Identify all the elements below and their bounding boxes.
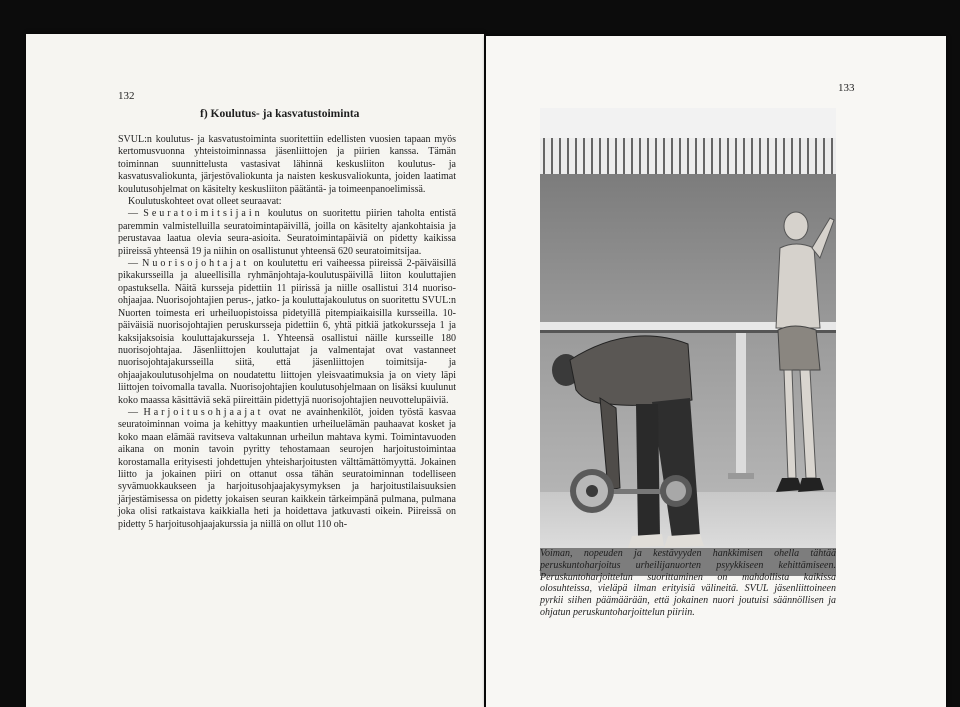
paragraph-seuratoimitsijat [118,208,456,258]
dash-prefix: — [128,258,143,270]
left-page [26,34,484,707]
photo-caption: Voiman, nopeuden ja kestävyyden hankkimisen ohella tähtää peruskuntoharjoitus urheilijanuorten psyykkiseen kehittämiseen. Peruskuntoharjoittelun suorittaminen on mahdollista kaikissa olosuhteissa, vieläpä ilman erityisiä välineitä. SVUL jäsenliittoineen pyrkii siihen päämäärään, että jokainen nuori joutuisi säännöllisen ja ohjatun peruskuntoharjoittelun piiriin. [540,548,836,618]
paragraph-intro: SVUL:n koulutus- ja kasvatustoiminta suoritettiin edellisten vuosien tapaan myös kertomusvuonna yhteistoiminnassa jäsenliittojen ja piirien kanssa. Tämän toiminnan suunnittelusta vastasivat lähinnä keskusliiton koulutus- ja kasvatusvaliokunta, järjestövaliokunta ja naisten keskusvaliokunta, joiden laatimat koulutusohjelmat on käsitelty keskusliiton päätäntä- ja toimeenpanoelimissä. [118,134,456,195]
paragraph-nuorisojohtajat [118,258,456,407]
training-photo-illustration [540,108,836,548]
paragraph-body: ovat ne avainhenkilöt, joiden työstä kasvaa seuratoiminnan voima ja kehittyy maakuntien urheiluelämän pauhaavat kosket ja koko maan elämää ravitseva valtakunnan urheilun mahtava kymi. Toimintavuoden aikana on monin tavoin pyritty tehostamaan seurojen harjoitustoimintaa korostamalla erityisesti johdettujen yhteisharjoitusten välttämättömyyttä. Jokainen liitto ja jokainen piiri on ottanut ossa tähän seuratoiminnan todelliseen syvämuokkaukseen ja harjoitusohjaajakysymyksen ja harjoitustilaisuuksien järjestämisessa on pidetty jokaisen seuran kaikkein tärkeimpänä pulmana, pulmana joka olisi ratkaistava kaikkialla heti ja hoidettava jatkuvasti oikein. Piireissä on pidetty 5 harjoitusohjaajakurssia ja niillä on ollut 110 oh- [118,406,456,530]
dash-prefix: — [128,208,144,220]
paragraph-body: koulutus on suoritettu piirien taholta entistä paremmin valmistelluilla seuratoimintapäivillä, joilla on käsitelty ajankohtaisia ja perustavaa laatua olevia seura-asioita. Seuratoimintapäiviä on pidetty kaikissa piireissä yhteensä 19 ja niihin on osallistunut yhteensä 620 seuratoimitsijaa. [118,208,457,257]
paragraph-harjoitusohjaajat [118,407,456,531]
page-number-left: 132 [118,90,135,102]
training-photo [540,108,836,576]
body-text [118,134,456,531]
term-seuratoimitsijain: Seuratoimitsijain [143,208,263,220]
dash-prefix: — [128,406,144,418]
page-number-right: 133 [838,82,855,94]
paragraph-targets: Koulutuskohteet ovat olleet seuraavat: [128,196,282,208]
paragraph-body: on koulutettu eri vaiheessa piireissä 2-päiväisillä pikakursseilla ja alueellisilla ryhmänjohtaja-koulutuspäivillä liiton kouluttajien opastuksella. Näitä kursseja pidettiin 11 piirissä ja niille osallistui 314 nuoriso-ohjaajaa. Nuorisojohtajien perus-, jatko- ja kouluttajakoulutus on suoritettu SVUL:n Nuorten toimesta eri urheiluopistoissa pidetyillä pitempiaikaisilla kursseilla. 10-päiväisiä nuorisojohtajien peruskursseja pidettiin 6, yhtä pitkiä jatkokursseja 1 ja kaksijaksoisia kouluttajakursseja 1. Yhteensä osallistui näille kursseille 180 nuorisojohtajaa. Jäsenliittojen kouluttajat ja valmentajat ovat vastanneet nuorisojohtajakursseilla siitä, että jäsenliittojen toimitsija- ja ohjaajakoulutusohjelma on noudatettu liittojen yleisvaatimuksia ja on viety läpi liittojen toivomalla tavalla. Nuorisojohtajien koulutusohjelmaan on lisäksi kuulunut koko maassa käsittäviä sekä piireittäin pidettyjä nuorisojohtajien neuvottelupäiviä. [118,258,457,406]
right-page [486,36,946,707]
section-heading: f) Koulutus- ja kasvatustoiminta [200,108,360,120]
term-nuorisojohtajat: Nuorisojohtajat [142,258,250,270]
term-harjoitusohjaajat: Harjoitusohjaajat [143,406,264,418]
